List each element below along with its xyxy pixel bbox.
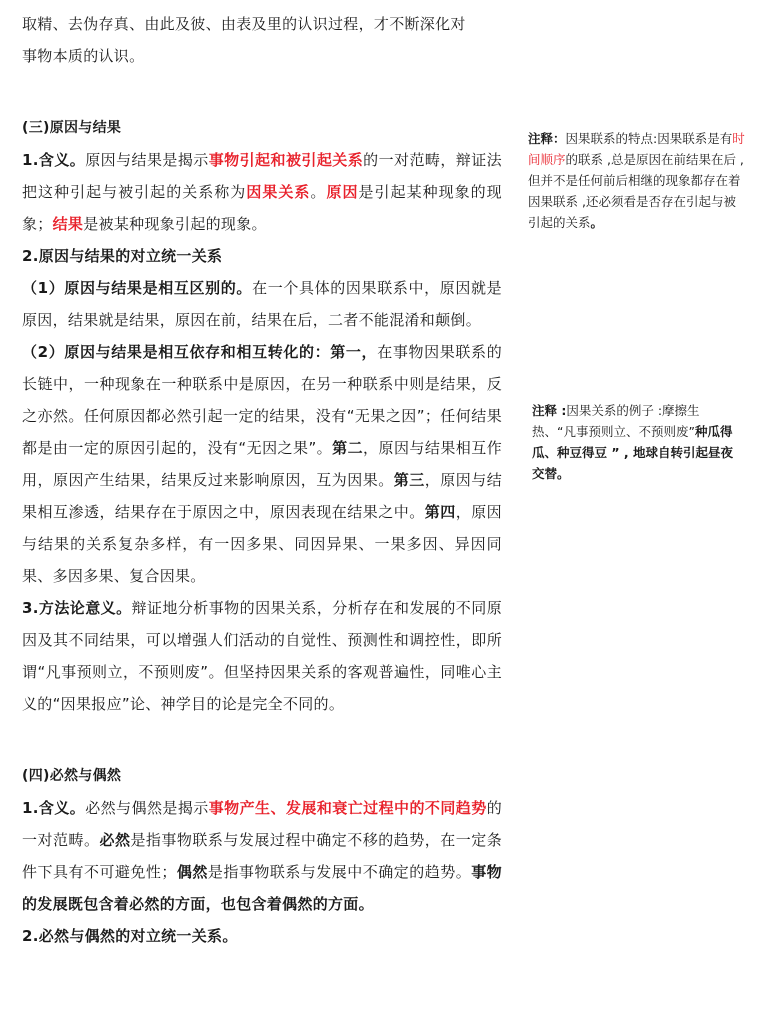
definition-text: 是引起某种现象的现象； [22, 183, 502, 233]
section-3-definition [22, 144, 502, 240]
section-gap [22, 720, 502, 760]
point-text: ，原因与结果相互作用，原因产生结果，结果反过来影响原因，互为因果。 [22, 439, 502, 489]
point-text: ，原因与结果的关系复杂多样，有一因多果、同因异果、一果多因、异因同果、多因多果、复合因果。 [22, 503, 502, 585]
definition-text: 的一对范畴。 [22, 799, 502, 849]
point-ordinal: 第三 [393, 471, 425, 489]
section-gap [22, 72, 502, 112]
emphasis-text: 因果关系 [246, 183, 311, 201]
margin-note-causality-examples [532, 400, 740, 484]
term-text: 偶然 [176, 863, 208, 881]
point-lead: （1）原因与结果是相互区别的。 [22, 279, 253, 297]
definition-text: 是指事物联系与发展过程中确定不移的趋势，在一定条件下具有不可避免性； [22, 831, 502, 881]
main-text-column [22, 8, 502, 952]
note-emphasis: 时间顺序 [528, 131, 745, 167]
summary-text: 事物的发展既包含着必然的方面，也包含着偶然的方面。 [22, 863, 502, 913]
methodology-text: 辩证地分析事物的因果关系，分析存在和发展的不同原因及其不同结果，可以增强人们活动的自觉性、预测性和调控性，即所谓“凡事预则立，不预则废”。但坚持因果关系的客观普遍性，同唯心主义的“因果报应”论、神学目的论是完全不同的。 [22, 599, 502, 713]
point-text: ，原因与结果相互渗透，结果存在于原因之中，原因表现在结果之中。 [22, 471, 502, 521]
section-4-heading: (四)必然与偶然 [22, 768, 122, 784]
section-3-subheading: 2.原因与结果的对立统一关系 [22, 247, 223, 265]
intro-line-2: 事物本质的认识。 [22, 47, 145, 65]
emphasis-text: 事物引起和被引起关系 [208, 151, 364, 169]
note-text: 因果联系的特点:因果联系是有 [565, 131, 733, 146]
note-label: 注释： [528, 131, 566, 146]
note-end: 。 [590, 215, 604, 230]
methodology-lead: 3.方法论意义。 [22, 599, 132, 617]
definition-text: 是指事物联系与发展中不确定的趋势。 [207, 863, 472, 881]
emphasis-text: 原因 [326, 183, 359, 201]
definition-text: 原因与结果是揭示 [85, 151, 209, 169]
margin-note-causality-traits [528, 128, 746, 233]
definition-lead: 1.含义。 [22, 799, 86, 817]
point-ordinal: 第二 [332, 439, 364, 457]
definition-text: 是被某种现象引起的现象。 [83, 215, 267, 233]
intro-paragraph [22, 8, 502, 72]
definition-text: 必然与偶然是揭示 [85, 799, 209, 817]
section-3-point-2 [22, 336, 502, 592]
emphasis-text: 结果 [52, 215, 84, 233]
definition-text: 的一对范畴，辩证法把这种引起与被引起的关系称为 [22, 151, 502, 201]
term-text: 必然 [99, 831, 131, 849]
definition-lead: 1.含义。 [22, 151, 86, 169]
intro-line-1: 取精、去伪存真、由此及彼、由表及里的认识过程，才不断深化对 [22, 15, 466, 33]
emphasis-text: 事物产生、发展和衰亡过程中的不同趋势 [208, 799, 487, 817]
note-text: 的联系 ,总是原因在前结果在后 ,但并不是任何前后相继的现象都存在着因果联系 ,还必须看是否存在引起与被引起的关系 [528, 152, 744, 230]
section-4-subheading: 2.必然与偶然的对立统一关系。 [22, 927, 238, 945]
definition-text: 。 [310, 183, 327, 201]
point-text: 在事物因果联系的长链中，一种现象在一种联系中是原因，在另一种联系中则是结果，反之亦然。任何原因都必然引起一定的结果，没有“无果之因”；任何结果都是由一定的原因引起的，没有“无因之果”。 [22, 343, 502, 457]
note-text: 因果关系的例子 :摩擦生热、“凡事预则立、不预则废” [532, 403, 700, 439]
section-4-definition [22, 792, 502, 920]
section-3-point-1 [22, 272, 502, 336]
note-label: 注释 : [532, 403, 567, 418]
section-3-methodology [22, 592, 502, 720]
section-3-heading: (三)原因与结果 [22, 120, 122, 136]
note-bold-text: 种瓜得瓜、种豆得豆 ” , 地球自转引起昼夜交替。 [532, 424, 734, 481]
point-ordinal: 第四 [424, 503, 456, 521]
point-text: 在一个具体的因果联系中，原因就是原因，结果就是结果，原因在前，结果在后，二者不能混淆和颠倒。 [22, 279, 502, 329]
point-lead: （2）原因与结果是相互依存和相互转化的：第一， [22, 343, 378, 361]
